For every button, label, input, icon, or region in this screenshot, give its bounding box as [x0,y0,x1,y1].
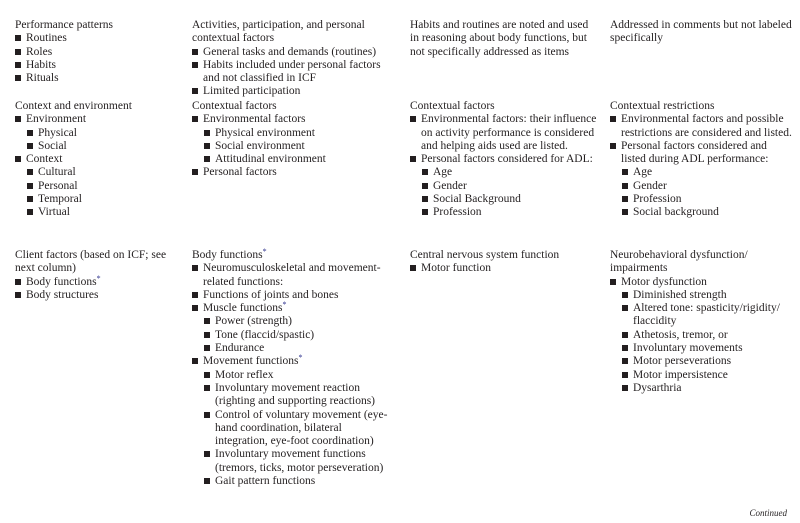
list-item-text: Cultural [38,166,76,179]
list-item [15,127,180,140]
list-item [15,273,180,289]
cell-heading-text: Neurobehavioral dysfunction/ impairments [610,249,748,275]
table-cell [410,100,600,220]
list-item [610,355,792,368]
list-item [192,59,397,86]
bullet-list [610,276,792,396]
cell-heading-text: Contextual factors [192,100,277,112]
list-item [15,46,180,59]
list-item-text: Social [38,139,67,152]
list-item [610,113,792,140]
list-item [410,262,600,275]
list-item [192,448,397,475]
table-cell [610,19,792,46]
list-item-text: Altered tone: spasticity/rigidity/ flaccidity [633,302,780,328]
list-item-text: Personal factors [203,166,277,179]
cell-heading [410,19,600,59]
bullet-list [410,113,600,219]
list-item [15,140,180,153]
list-item-text: Gender [633,179,667,192]
list-item [15,72,180,85]
list-item [192,315,397,328]
list-item [15,113,180,126]
list-item-text: Dysarthria [633,381,682,394]
list-item-text: Habits [26,58,57,71]
list-item [192,289,397,302]
list-item [15,32,180,45]
list-item-text: Profession [433,206,482,219]
table-cell [610,100,792,220]
table-cell [192,100,397,180]
list-item-text: Neuromusculoskeletal and movement-related functions: [203,262,381,288]
list-item [610,276,792,289]
list-item-text: Habits included under personal factors and not classified in ICF [203,58,381,85]
cell-heading [610,19,792,46]
list-item [192,382,397,409]
cell-heading-text: Body functions [192,249,263,261]
list-item [192,355,397,368]
list-item [15,193,180,206]
list-item-text: Age [433,166,453,179]
asterisk-marker: * [96,273,101,283]
cell-heading [192,100,397,113]
list-item-text: Involuntary movements [633,342,743,355]
list-item [15,289,180,302]
list-item-text: Muscle functions [203,302,283,315]
list-item [610,369,792,382]
list-item-text: Control of voluntary movement (eye-hand coordination, bilateral integration, eye-foot coordination) [215,408,388,448]
list-item [410,113,600,153]
cell-heading-text: Addressed in comments but not labeled specifically [610,19,792,45]
bullet-list [15,273,180,303]
list-item-text: Attitudinal environment [215,153,326,166]
list-item-text: Physical [38,126,77,139]
list-item-text: Motor function [421,262,491,275]
list-item [610,166,792,179]
cell-heading [15,249,180,276]
table-cell [15,100,180,220]
bullet-list [192,113,397,179]
list-item [192,166,397,179]
list-item-text: Endurance [215,342,265,355]
list-item-text: Gender [433,179,467,192]
bullet-list [15,32,180,85]
list-item [192,153,397,166]
list-item-text: Virtual [38,206,70,219]
list-item [15,59,180,72]
list-item-text: Physical environment [215,126,315,139]
asterisk-marker: * [298,353,303,363]
list-item [192,342,397,355]
list-item-text: Involuntary movement functions (tremors, ticks, motor perseveration) [215,448,384,474]
list-item [192,85,397,98]
list-item [410,166,600,179]
list-item-text: Motor dysfunction [621,275,707,288]
cell-heading-text: Client factors (based on ICF; see next column) [15,249,167,275]
table-cell [192,249,397,488]
list-item [192,329,397,342]
list-item-text: Gait pattern functions [215,475,316,488]
table-cell [15,249,180,302]
cell-heading-text: Performance patterns [15,19,114,31]
bullet-list [410,262,600,275]
list-item [15,180,180,193]
list-item-text: General tasks and demands (routines) [203,45,377,58]
list-item [610,382,792,395]
list-item [15,153,180,166]
list-item [192,475,397,488]
list-item [192,262,397,289]
list-item [192,127,397,140]
list-item [610,329,792,342]
list-item-text: Social background [633,206,719,219]
cell-heading-text: Contextual factors [410,100,495,112]
table-cell [610,249,792,395]
list-item [610,289,792,302]
list-item-text: Context [26,153,63,166]
list-item-text: Limited participation [203,85,301,98]
cell-heading [15,100,180,113]
continued-label: Continued [749,508,787,518]
cell-heading-text: Central nervous system function [410,249,560,261]
list-item-text: Roles [26,45,53,58]
list-item [192,302,397,315]
list-item [610,180,792,193]
list-item-text: Age [633,166,653,179]
list-item-text: Diminished strength [633,288,727,301]
list-item [192,46,397,59]
list-item [15,166,180,179]
list-item [410,153,600,166]
list-item-text: Movement functions [203,355,299,368]
list-item-text: Environmental factors: their influence on activity performance is considered and helping aids used are listed. [421,113,597,152]
list-item-text: Personal factors considered for ADL: [421,153,593,166]
cell-heading-text: Habits and routines are noted and used in reasoning about body functions, but not specifically addressed as items [410,19,589,58]
list-item-text: Motor reflex [215,368,274,381]
list-item [610,206,792,219]
cell-heading [15,19,180,32]
list-item-text: Environmental factors [203,113,306,126]
list-item [410,206,600,219]
list-item-text: Temporal [38,193,82,206]
cell-heading [192,19,397,46]
bullet-list [15,113,180,219]
list-item [610,140,792,167]
list-item [192,113,397,126]
list-item-text: Personal factors considered and listed during ADL performance: [621,139,769,166]
list-item-text: Tone (flaccid/spastic) [215,328,315,341]
cell-heading [192,249,397,262]
table-cell [192,19,397,99]
cell-heading-text: Context and environment [15,100,132,112]
cell-heading [610,100,792,113]
list-item [610,193,792,206]
list-item-text: Rituals [26,72,59,85]
list-item-text: Social Background [433,193,521,206]
asterisk-marker: * [282,300,287,310]
list-item-text: Motor perseverations [633,355,732,368]
list-item-text: Social environment [215,139,305,152]
list-item [15,206,180,219]
list-item [410,180,600,193]
list-item [192,409,397,449]
table-cell [15,19,180,85]
list-item-text: Routines [26,32,67,45]
list-item [610,302,792,329]
cell-heading [410,249,600,262]
list-item-text: Personal [38,179,78,192]
list-item [610,342,792,355]
list-item-text: Motor impersistence [633,368,728,381]
list-item-text: Athetosis, tremor, or [633,328,728,341]
list-item [192,140,397,153]
cell-heading-text: Contextual restrictions [610,100,715,112]
list-item-text: Functions of joints and bones [203,288,339,301]
list-item-text: Power (strength) [215,315,292,328]
cell-heading-text: Activities, participation, and personal contextual factors [192,19,365,45]
list-item [192,369,397,382]
list-item-text: Body functions [26,275,97,288]
list-item [410,193,600,206]
table-cell [410,249,600,276]
list-item-text: Environmental factors and possible restrictions are considered and listed. [621,113,792,139]
list-item-text: Body structures [26,288,99,301]
list-item-text: Involuntary movement reaction (righting and supporting reactions) [215,381,376,408]
cell-heading [610,249,792,276]
list-item-text: Environment [26,113,87,126]
list-item-text: Profession [633,193,682,206]
bullet-list [610,113,792,219]
bullet-list [192,46,397,99]
bullet-list [192,262,397,488]
asterisk-marker: * [262,247,267,256]
table-cell [410,19,600,59]
cell-heading [410,100,600,113]
